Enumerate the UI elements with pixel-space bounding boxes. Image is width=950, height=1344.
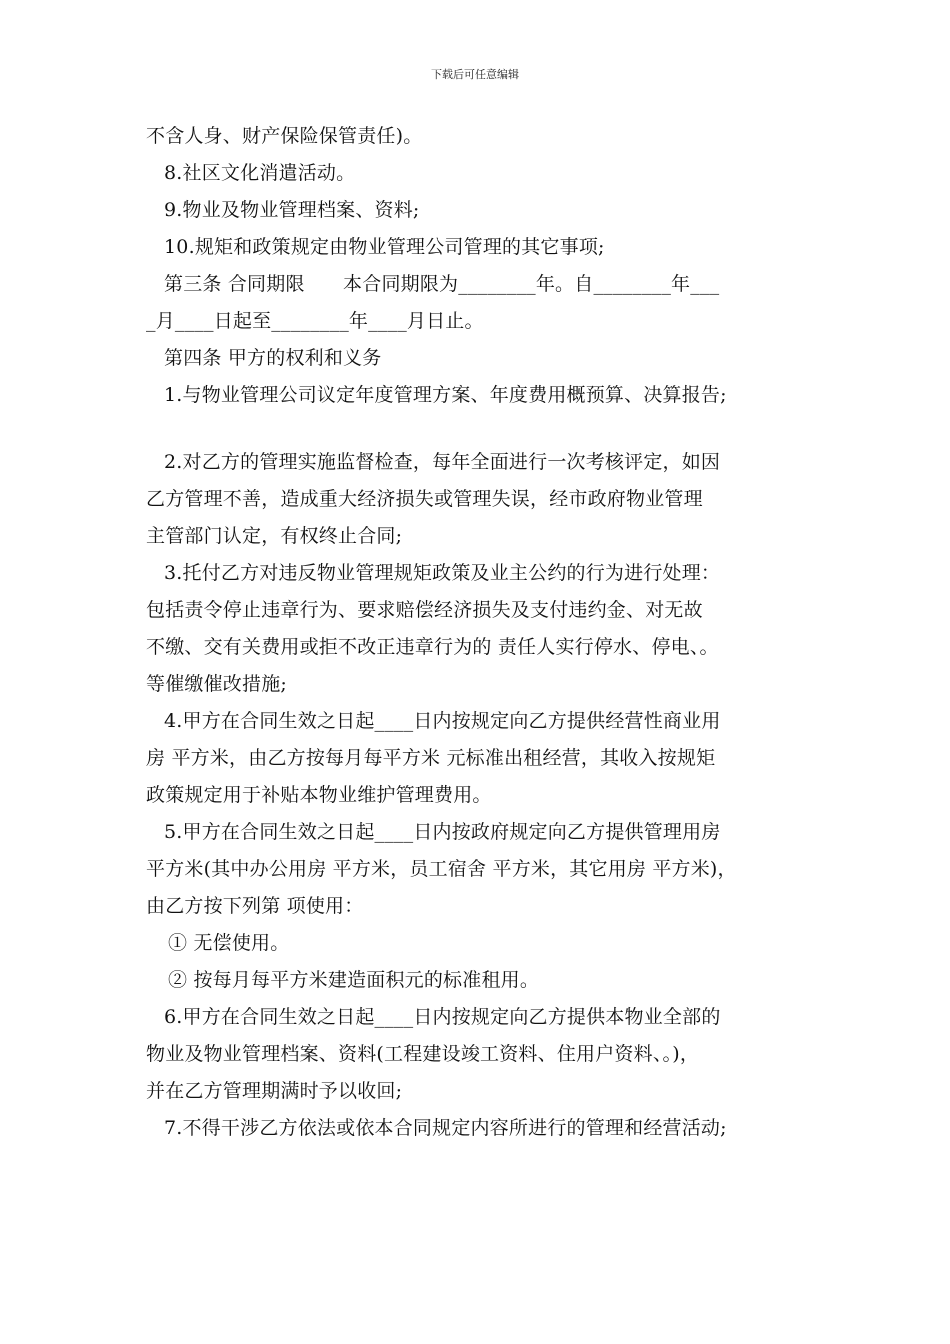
- list-item: ① 无偿使用。: [168, 932, 290, 954]
- paragraph-line: _月____日起至________年____月日止。: [146, 310, 484, 332]
- paragraph-line: 5.甲方在合同生效之日起____日内按政府规定向乙方提供管理用房: [164, 821, 721, 843]
- paragraph-line: 物业及物业管理档案、资料(工程建设竣工资料、住用户资料、。)，: [146, 1043, 700, 1065]
- paragraph-line: 7.不得干涉乙方依法或依本合同规定内容所进行的管理和经营活动;: [164, 1117, 727, 1139]
- paragraph-line: 平方米(其中办公用房 平方米，员工宿舍 平方米，其它用房 平方米)，: [146, 858, 737, 880]
- paragraph-line: 9.物业及物业管理档案、资料;: [164, 199, 420, 221]
- section-heading: 第四条 甲方的权利和义务: [164, 347, 382, 369]
- paragraph-line: 房 平方米，由乙方按每月每平方米 元标准出租经营，其收入按规矩: [146, 747, 716, 769]
- list-item: ② 按每月每平方米建造面积元的标准租用。: [168, 969, 540, 991]
- paragraph-line: 1.与物业管理公司议定年度管理方案、年度费用概预算、决算报告;: [164, 384, 727, 406]
- paragraph-line: 8.社区文化消遣活动。: [164, 162, 356, 184]
- paragraph-line: 10.规矩和政策规定由物业管理公司管理的其它事项;: [164, 236, 605, 258]
- paragraph-line: 4.甲方在合同生效之日起____日内按规定向乙方提供经营性商业用: [164, 710, 721, 732]
- paragraph-line: 由乙方按下列第 项使用：: [146, 895, 364, 917]
- paragraph-line: 等催缴催改措施;: [146, 673, 288, 695]
- paragraph-line: 2.对乙方的管理实施监督检查，每年全面进行一次考核评定，如因: [164, 451, 721, 473]
- paragraph-line: 3.托付乙方对违反物业管理规矩政策及业主公约的行为进行处理：: [164, 562, 721, 584]
- paragraph-line: 并在乙方管理期满时予以收回;: [146, 1080, 403, 1102]
- paragraph-line: 第三条 合同期限 本合同期限为________年。自________年___: [164, 273, 720, 295]
- paragraph-line: 包括责令停止违章行为、要求赔偿经济损失及支付违约金、对无故: [146, 599, 703, 621]
- paragraph-line: 乙方管理不善，造成重大经济损失或管理失误，经市政府物业管理: [146, 488, 703, 510]
- page-header: 下载后可任意编辑: [431, 68, 519, 81]
- paragraph-line: 6.甲方在合同生效之日起____日内按规定向乙方提供本物业全部的: [164, 1006, 721, 1028]
- blank-line: [146, 414, 814, 444]
- paragraph-line: 不缴、交有关费用或拒不改正违章行为的 责任人实行停水、停电、。: [146, 636, 719, 658]
- paragraph-line: 不含人身、财产保险保管责任)。: [146, 125, 423, 147]
- paragraph-line: 政策规定用于补贴本物业维护管理费用。: [146, 784, 492, 806]
- document-body: [146, 118, 814, 1147]
- paragraph-line: 主管部门认定，有权终止合同;: [146, 525, 403, 547]
